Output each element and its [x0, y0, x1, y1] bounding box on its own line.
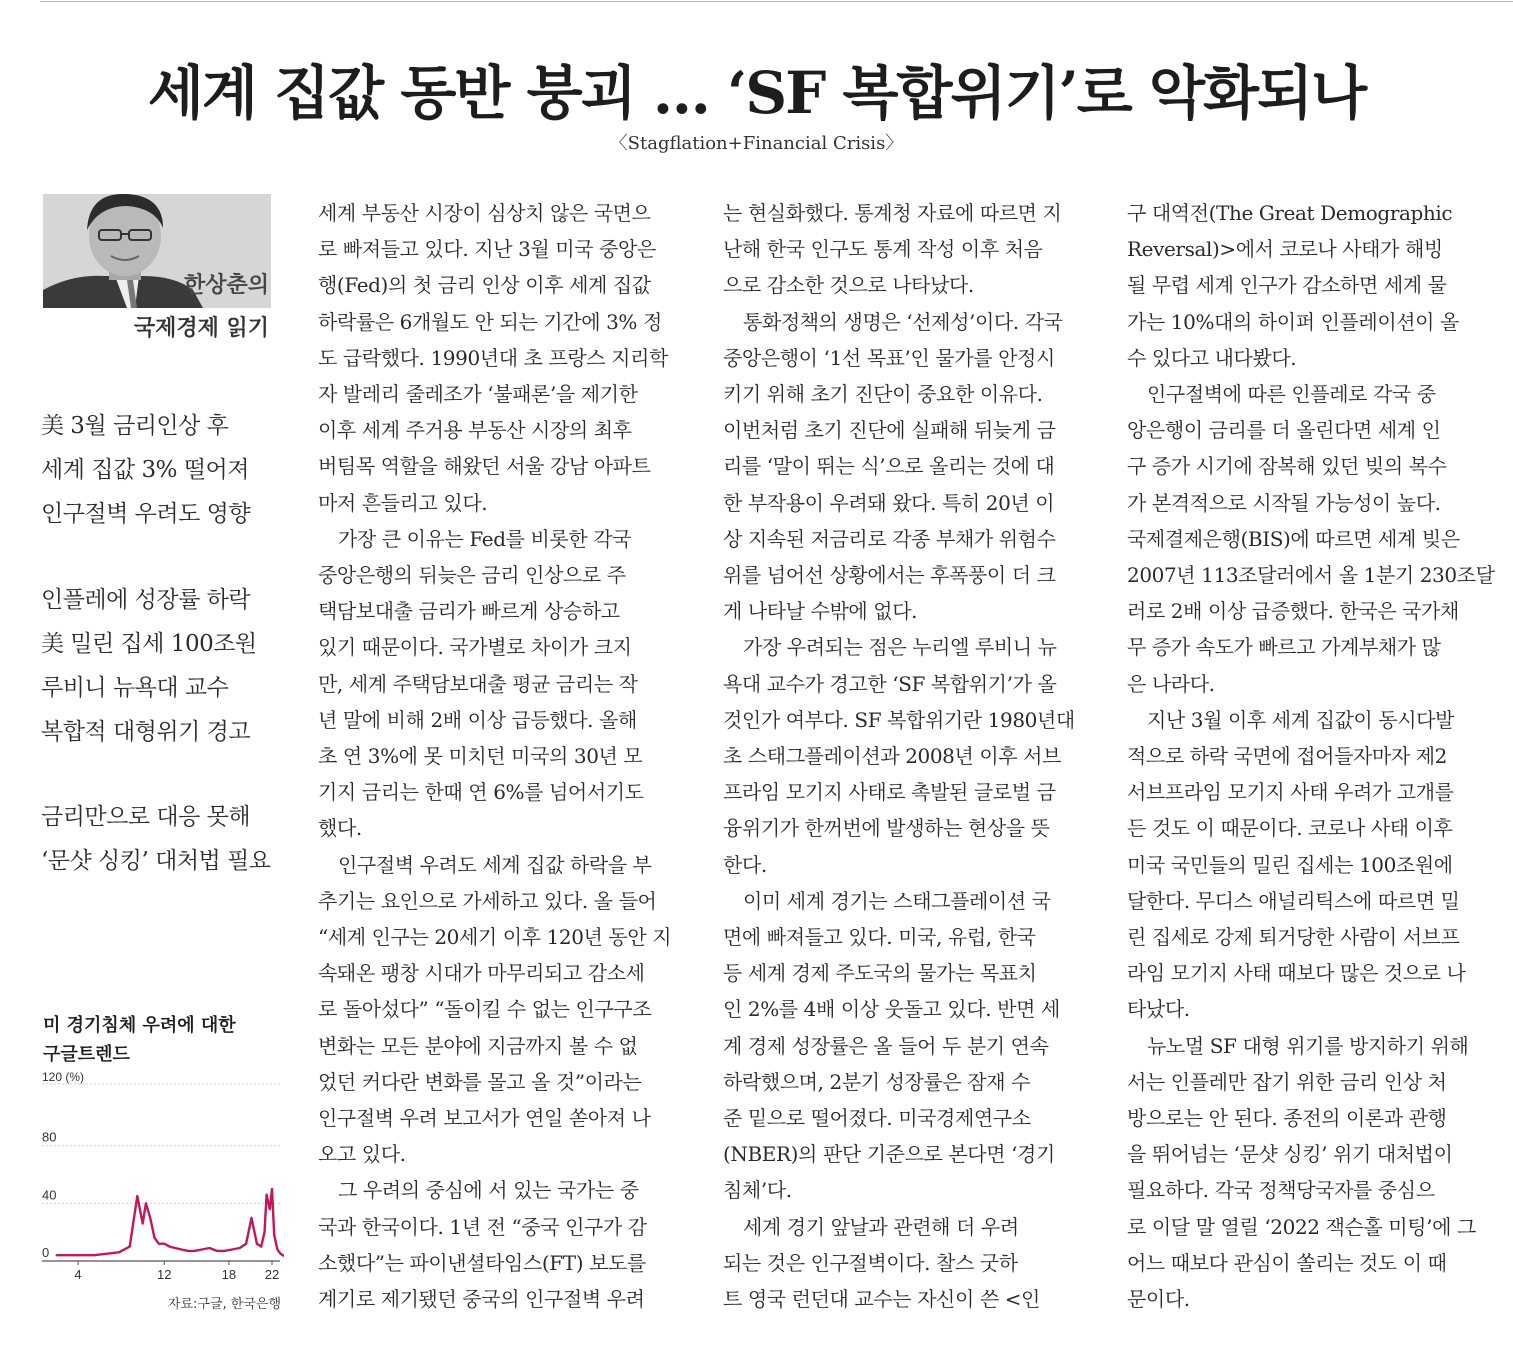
deck-line: 금리만으로 대응 못해 — [41, 804, 251, 830]
trend-data-point — [201, 1249, 203, 1251]
headline: 세계 집값 동반 붕괴 … ‘SF 복합위기’로 악화되나 — [147, 59, 1366, 127]
deck-line: 루비니 뉴욕대 교수 — [41, 675, 229, 701]
body-line: 행(Fed)의 첫 금리 인상 이후 세계 집값 — [318, 273, 651, 298]
body-line: 변화는 모든 분야에 지금까지 볼 수 없 — [318, 1033, 638, 1058]
body-column-3 — [1127, 195, 1495, 1317]
deck-group-2 — [41, 578, 281, 754]
body-line: 프라임 모기지 사태로 촉발된 글로벌 금 — [723, 780, 1056, 805]
body-line: 오고 있다. — [318, 1142, 406, 1167]
subtitle: 〈Stagflation+Financial Crisis〉 — [609, 133, 904, 154]
body-line: 을 뛰어넘는 ‘문샷 싱킹’ 위기 대처법이 — [1127, 1142, 1453, 1167]
trend-data-point — [145, 1202, 147, 1204]
trend-series-line — [56, 1128, 284, 1256]
body-line: 국과 한국이다. 1년 전 “중국 인구가 감 — [318, 1214, 647, 1239]
body-column-2 — [723, 195, 1085, 1317]
body-line: 추기는 요인으로 가세하고 있다. 올 들어 — [318, 888, 657, 913]
trend-data-point — [154, 1237, 156, 1239]
body-line: 년 말에 비해 2배 이상 급등했다. 올해 — [318, 707, 637, 732]
body-line: 타났다. — [1127, 997, 1190, 1022]
body-line: 러로 2배 이상 급증했다. 한국은 국가채 — [1127, 599, 1459, 624]
body-line: 마저 흔들리고 있다. — [318, 490, 488, 515]
body-line: 어느 때보다 관심이 쏠리는 것도 이 때 — [1127, 1250, 1447, 1275]
trend-data-point — [276, 1249, 278, 1251]
body-line: 든 것도 이 때문이다. 코로나 사태 이후 — [1127, 816, 1453, 841]
trend-data-point — [273, 1234, 275, 1236]
trend-data-point — [282, 1254, 284, 1256]
body-line: 국제결제은행(BIS)에 따르면 세계 빚은 — [1127, 526, 1460, 551]
body-line: 가장 우려되는 점은 누리엘 루비니 뉴 — [743, 635, 1057, 660]
y-axis-label: 120 (%) — [42, 1070, 85, 1084]
body-line: 침체’다. — [723, 1178, 792, 1203]
body-column-1 — [318, 195, 680, 1317]
body-line: 이번처럼 초기 진단에 실패해 뒤늦게 금 — [723, 418, 1056, 443]
column-name: 국제경제 읽기 — [133, 316, 269, 341]
chart-title-line: 구글트렌드 — [43, 1044, 130, 1065]
body-line: 로 이달 말 열릴 ‘2022 잭슨홀 미팅’에 그 — [1127, 1214, 1476, 1239]
body-line: 서브프라임 모기지 사태 우려가 고개를 — [1127, 780, 1454, 805]
x-tick-label: 12 — [156, 1267, 172, 1282]
trend-data-point — [136, 1195, 138, 1197]
chart-title-line: 미 경기침체 우려에 대한 — [43, 1015, 236, 1036]
deck-line: ‘문샷 싱킹’ 대처법 필요 — [41, 848, 271, 874]
trend-data-point — [260, 1246, 262, 1248]
deck-group-1 — [41, 404, 281, 536]
body-line: 그 우려의 중심에 서 있는 국가는 중 — [338, 1178, 639, 1203]
y-tick-label: 80 — [42, 1129, 57, 1145]
body-line: 이후 세계 주거용 부동산 시장의 최후 — [318, 418, 632, 443]
trend-data-point — [149, 1217, 151, 1219]
body-line: 자 발레리 줄레조가 ‘불패론’을 제기한 — [318, 382, 638, 407]
author-name: 한상춘의 — [183, 273, 269, 298]
body-line: 은 나라다. — [1127, 671, 1215, 696]
trend-data-point — [118, 1251, 120, 1253]
body-line: 욕대 교수가 경고한 ‘SF 복합위기’가 올 — [723, 671, 1057, 696]
body-line: 는 현실화했다. 통계청 자료에 따르면 지 — [723, 201, 1062, 225]
body-line: 구 대역전(The Great Demographic — [1127, 201, 1453, 225]
trend-chart — [40, 1070, 284, 1296]
body-line: 지난 3월 이후 세계 집값이 동시다발 — [1147, 707, 1454, 732]
body-line: 계 경제 성장률은 올 들어 두 분기 연속 — [723, 1033, 1049, 1058]
y-tick-label: 40 — [42, 1187, 57, 1203]
body-line: 도 급락했다. 1990년대 초 프랑스 지리학 — [318, 345, 668, 370]
deck-line: 세계 집값 3% 떨어져 — [41, 457, 249, 483]
body-line: 었던 커다란 변화를 몰고 올 것”이라는 — [318, 1069, 642, 1094]
body-line: 로 빠져들고 있다. 지난 3월 미국 중앙은 — [318, 237, 656, 262]
deck-line: 복합적 대형위기 경고 — [41, 719, 251, 745]
trend-data-point — [224, 1250, 226, 1252]
body-line: 트 영국 런던대 교수는 자신이 쓴 <인 — [723, 1287, 1040, 1312]
body-line: 앙은행이 금리를 더 올린다면 세계 인 — [1127, 418, 1441, 443]
body-line: 수 있다고 내다봤다. — [1127, 345, 1297, 370]
body-line: 무 증가 속도가 빠르고 가계부채가 많 — [1127, 635, 1441, 660]
trend-data-point — [266, 1194, 268, 1196]
x-tick-label: 22 — [264, 1267, 280, 1282]
body-line: 하락률은 6개월도 안 되는 기간에 3% 정 — [318, 309, 662, 334]
body-line: 속돼온 팽창 시대가 마무리되고 감소세 — [318, 961, 645, 986]
trend-data-point — [129, 1246, 131, 1248]
body-line: “세계 인구는 20세기 이후 120년 동안 지 — [318, 925, 672, 950]
deck-line: 인구절벽 우려도 영향 — [41, 501, 251, 527]
chart-source: 자료:구글, 한국은행 — [167, 1297, 281, 1312]
trend-data-point — [245, 1243, 247, 1245]
trend-data-point — [280, 1253, 282, 1255]
trend-data-point — [269, 1208, 271, 1210]
body-line: 한다. — [723, 852, 767, 877]
body-line: 린 집세로 강제 퇴거당한 사람이 서브프 — [1127, 925, 1460, 950]
deck-line: 인플레에 성장률 하락 — [41, 587, 251, 613]
body-line: 융위기가 한꺼번에 발생하는 현상을 뜻 — [723, 816, 1050, 841]
body-line: 인구절벽 우려 보고서가 연일 쏟아져 나 — [318, 1106, 651, 1131]
body-line: 기지 금리는 한때 연 6%를 넘어서기도 — [318, 780, 644, 805]
body-line: 방으로는 안 된다. 종전의 이론과 관행 — [1127, 1106, 1447, 1131]
body-line: 것인가 여부다. SF 복합위기란 1980년대 — [723, 707, 1075, 732]
body-line: 로 돌아섰다” “돌이킬 수 없는 인구구조 — [318, 997, 652, 1022]
body-line: 하락했으며, 2분기 성장률은 잠재 수 — [723, 1069, 1030, 1094]
trend-data-point — [142, 1223, 144, 1225]
deck-group-3 — [41, 795, 281, 883]
top-rule — [40, 1, 1513, 2]
body-line: 중앙은행이 ‘1선 목표’인 물가를 안정시 — [723, 345, 1055, 370]
trend-data-point — [239, 1247, 241, 1249]
body-line: 통화정책의 생명은 ‘선제성’이다. 각국 — [743, 309, 1063, 334]
body-line: 만, 세계 주택담보대출 평균 금리는 작 — [318, 671, 638, 696]
deck-line: 美 밀린 집세 100조원 — [41, 631, 257, 657]
trend-data-point — [174, 1247, 176, 1249]
body-line: 될 무렵 세계 인구가 감소하면 세계 물 — [1127, 273, 1447, 298]
body-line: 초 스태그플레이션과 2008년 이후 서브 — [723, 744, 1062, 769]
body-line: 중앙은행의 뒤늦은 금리 인상으로 주 — [318, 563, 626, 588]
body-line: 적으로 하락 국면에 접어들자마자 제2 — [1127, 744, 1447, 769]
body-line: Reversal)>에서 코로나 사태가 해빙 — [1127, 237, 1443, 262]
body-line: 구 증가 시기에 잠복해 있던 빚의 복수 — [1127, 454, 1447, 479]
body-line: 으로 감소한 것으로 나타났다. — [723, 273, 974, 298]
trend-data-point — [256, 1243, 258, 1245]
x-tick-label: 4 — [74, 1267, 82, 1282]
y-tick-label: 0 — [42, 1245, 50, 1260]
body-line: 계기로 제기됐던 중국의 인구절벽 우려 — [318, 1287, 645, 1312]
trend-data-point — [169, 1246, 171, 1248]
body-line: 난해 한국 인구도 통계 작성 이후 처음 — [723, 237, 1043, 262]
body-line: 2007년 113조달러에서 올 1분기 230조달 — [1127, 563, 1495, 588]
body-line: 게 나타날 수밖에 없다. — [723, 599, 918, 624]
body-line: 뉴노멀 SF 대형 위기를 방지하기 위해 — [1147, 1033, 1469, 1058]
body-line: 필요하다. 각국 정책당국자를 중심으 — [1127, 1178, 1435, 1203]
body-line: 초 연 3%에 못 미치던 미국의 30년 모 — [318, 744, 643, 769]
body-line: 버팀목 역할을 해왔던 서울 강남 아파트 — [318, 454, 651, 479]
body-line: 상 지속된 저금리로 각종 부채가 위험수 — [723, 526, 1056, 551]
body-line: 면에 빠져들고 있다. 미국, 유럽, 한국 — [723, 925, 1036, 950]
body-line: 미국 국민들의 밀린 집세는 100조원에 — [1127, 852, 1453, 877]
trend-data-point — [187, 1250, 189, 1252]
trend-data-point — [56, 1254, 58, 1256]
trend-data-point — [163, 1243, 165, 1245]
trend-data-point — [158, 1243, 160, 1245]
body-line: 라임 모기지 사태 때보다 많은 것으로 나 — [1127, 961, 1466, 986]
trend-data-point — [181, 1249, 183, 1251]
body-line: 등 세계 경제 주도국의 물가는 목표치 — [723, 961, 1037, 986]
trend-data-point — [271, 1188, 273, 1190]
trend-data-point — [194, 1250, 196, 1252]
body-line: 되는 것은 인구절벽이다. 찰스 굿하 — [723, 1250, 1018, 1275]
chart-title — [43, 1011, 283, 1069]
body-line: 위를 넘어선 상황에서는 후폭풍이 더 크 — [723, 563, 1056, 588]
body-line: 준 밑으로 떨어졌다. 미국경제연구소 — [723, 1106, 1031, 1131]
body-line: 소했다”는 파이낸셜타임스(FT) 보도를 — [318, 1250, 646, 1275]
body-line: 가장 큰 이유는 Fed를 비롯한 각국 — [338, 526, 632, 551]
body-line: 가는 10%대의 하이퍼 인플레이션이 올 — [1127, 309, 1459, 334]
trend-data-point — [264, 1231, 266, 1233]
trend-data-point — [251, 1217, 253, 1219]
trend-data-point — [216, 1250, 218, 1252]
body-line: (NBER)의 판단 기준으로 본다면 ‘경기 — [723, 1142, 1055, 1167]
body-line: 세계 부동산 시장이 심상치 않은 국면으 — [318, 201, 651, 225]
body-line: 가 본격적으로 시작될 가능성이 높다. — [1127, 490, 1441, 515]
body-line: 택담보대출 금리가 빠르게 상승하고 — [318, 599, 620, 624]
body-line: 한 부작용이 우려돼 왔다. 특히 20년 이 — [723, 490, 1055, 515]
body-line: 서는 인플레만 잡기 위한 금리 인상 처 — [1127, 1069, 1447, 1094]
body-line: 문이다. — [1127, 1287, 1190, 1312]
body-line: 세계 경기 앞날과 관련해 더 우려 — [743, 1214, 1019, 1239]
body-line: 있기 때문이다. 국가별로 차이가 크지 — [318, 635, 632, 660]
trend-data-point — [93, 1254, 95, 1256]
body-line: 달한다. 무디스 애널리틱스에 따르면 밀 — [1127, 888, 1460, 913]
body-line: 키기 위해 초기 진단이 중요한 이유다. — [723, 382, 1043, 407]
trend-data-point — [231, 1249, 233, 1251]
body-line: 인구절벽 우려도 세계 집값 하락을 부 — [338, 852, 652, 877]
body-line: 이미 세계 경기는 스태그플레이션 국 — [743, 888, 1051, 913]
body-line: 리를 ‘말이 뛰는 식’으로 올리는 것에 대 — [723, 454, 1055, 479]
body-line: 인구절벽에 따른 인플레로 각국 중 — [1147, 382, 1436, 407]
body-line: 인 2%를 4배 이상 웃돌고 있다. 반면 세 — [723, 997, 1060, 1022]
x-tick-label: 18 — [221, 1267, 237, 1282]
body-line: 했다. — [318, 816, 362, 841]
deck-line: 美 3월 금리인상 후 — [41, 413, 229, 439]
trend-data-point — [209, 1247, 211, 1249]
